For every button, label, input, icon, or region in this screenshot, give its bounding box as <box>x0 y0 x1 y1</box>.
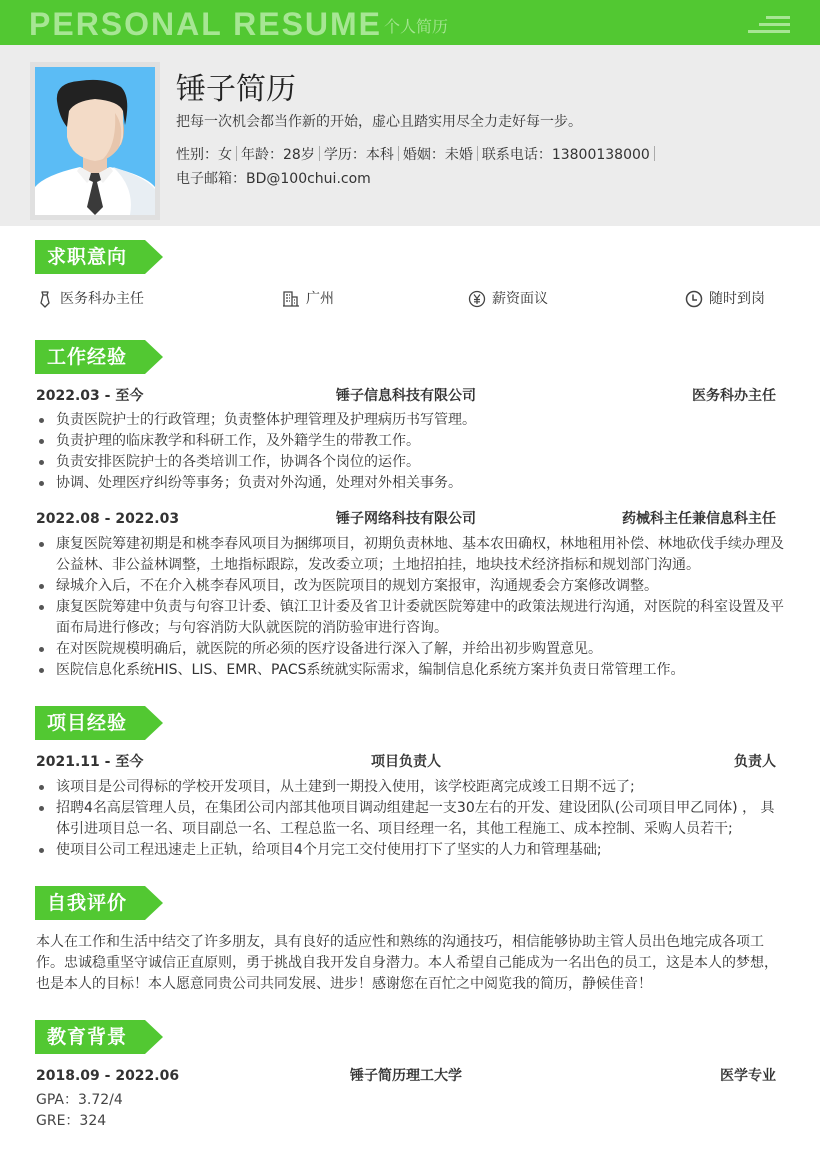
list-item: 使项目公司工程迅速走上正轨，给项目4个月完工交付使用打下了坚实的人力和管理基础; <box>36 840 788 861</box>
work-entry-header <box>36 509 776 529</box>
clock-icon <box>685 290 703 308</box>
entry-school: 锤子简历理工大学 <box>350 1068 462 1084</box>
section-tag-project <box>35 706 163 740</box>
education-entry-header <box>36 1066 776 1086</box>
section-title: 工作经验 <box>47 346 128 368</box>
divider <box>398 146 399 161</box>
list-item: 招聘4名高层管理人员，在集团公司内部其他项目调动组建起一支30左右的开发、建设团队(公司项目甲乙同体) ， 具体引进项目总一名、项目副总一名、工程总监一名、项目经理一名，其他工程施工、成本控制、采购人员若干; <box>36 798 788 840</box>
avatar <box>30 62 160 220</box>
education-gpa: GPA：3.72/4 <box>36 1092 123 1108</box>
section-title: 求职意向 <box>47 246 128 268</box>
list-item: 在对医院规模明确后，就医院的所必须的医疗设备进行深入了解，并给出初步购置意见。 <box>36 639 788 660</box>
entry-company: 锤子网络科技有限公司 <box>336 511 476 527</box>
yen-icon <box>468 290 486 308</box>
project-bullets <box>36 777 788 861</box>
info-age: 年龄：28岁 <box>241 147 315 163</box>
divider <box>654 146 655 161</box>
section-tag-self <box>35 886 163 920</box>
list-item: 医院信息化系统HIS、LIS、EMR、PACS系统就实际需求，编制信息化系统方案并负责日常管理工作。 <box>36 660 788 681</box>
info-gender: 性别：女 <box>176 147 232 163</box>
work-bullets <box>36 410 788 494</box>
intent-position <box>36 288 144 310</box>
menu-line <box>766 16 790 19</box>
section-tag-intent <box>35 240 163 274</box>
list-item: 该项目是公司得标的学校开发项目，从土建到一期投入使用，该学校距离完成竣工日期不远了; <box>36 777 788 798</box>
menu-line <box>748 30 790 33</box>
building-icon <box>282 290 300 308</box>
divider <box>319 146 320 161</box>
entry-role: 药械科主任兼信息科主任 <box>622 511 776 527</box>
entry-role: 医务科办主任 <box>692 388 776 404</box>
entry-date: 2022.08 - 2022.03 <box>36 511 180 527</box>
list-item: 负责医院护士的行政管理；负责整体护理管理及护理病历书写管理。 <box>36 410 788 431</box>
work-entry-header <box>36 386 776 406</box>
tie-icon <box>36 290 54 308</box>
profile-info <box>176 145 659 165</box>
section-tag-work <box>35 340 163 374</box>
list-item: 协调、处理医疗纠纷等事务；负责对外沟通，处理对外相关事务。 <box>36 473 788 494</box>
info-phone: 联系电话：13800138000 <box>481 147 650 163</box>
education-gre: GRE：324 <box>36 1113 107 1129</box>
entry-major: 医学专业 <box>720 1068 776 1084</box>
list-item: 康复医院筹建初期是和桃李春风项目为捆绑项目，初期负责林地、基本农田确权，林地租用补偿、林地砍伐手续办理及公益林、非公益林调整，土地指标跟踪，发改委立项；土地招拍挂，地块技术经济指标和规划部门沟通。 <box>36 534 788 576</box>
entry-date: 2021.11 - 至今 <box>36 754 144 770</box>
banner-title-cn: 个人简历 <box>384 17 449 36</box>
profile-motto: 把每一次机会都当作新的开始，虚心且踏实用尽全力走好每一步。 <box>176 114 582 130</box>
entry-company: 锤子信息科技有限公司 <box>336 388 476 404</box>
entry-role: 负责人 <box>734 754 776 770</box>
section-title: 项目经验 <box>47 712 128 734</box>
intent-city <box>282 288 334 310</box>
section-title: 自我评价 <box>47 892 128 914</box>
entry-date: 2018.09 - 2022.06 <box>36 1068 180 1084</box>
intent-label: 医务科办主任 <box>60 291 144 307</box>
list-item: 负责安排医院护士的各类培训工作，协调各个岗位的运作。 <box>36 452 788 473</box>
list-item: 绿城介入后，不在介入桃李春风项目，改为医院项目的规划方案报审，沟通规委会方案修改调整。 <box>36 576 788 597</box>
profile-email: 电子邮箱：BD@100chui.com <box>176 171 371 187</box>
intent-label: 薪资面议 <box>492 291 548 307</box>
section-tag-education <box>35 1020 163 1054</box>
intent-label: 广州 <box>306 291 334 307</box>
banner-title-en: PERSONAL RESUME <box>29 6 383 42</box>
intent-salary <box>468 288 548 310</box>
intent-availability <box>685 288 765 310</box>
list-item: 康复医院筹建中负责与句容卫计委、镇江卫计委及省卫计委就医院筹建中的政策法规进行沟通，对医院的科室设置及平面布局进行修改；与句容消防大队就医院的消防验审进行咨询。 <box>36 597 788 639</box>
avatar-photo-icon <box>35 67 155 215</box>
intent-label: 随时到岗 <box>709 291 765 307</box>
work-bullets <box>36 534 788 681</box>
list-item: 负责护理的临床教学和科研工作，及外籍学生的带教工作。 <box>36 431 788 452</box>
menu-line <box>759 23 790 26</box>
info-marital: 婚姻：未婚 <box>402 147 473 163</box>
entry-project-name: 项目负责人 <box>371 754 441 770</box>
entry-date: 2022.03 - 至今 <box>36 388 144 404</box>
hamburger-menu-icon[interactable] <box>746 14 790 34</box>
section-title: 教育背景 <box>47 1026 128 1048</box>
top-banner <box>0 0 820 45</box>
divider <box>236 146 237 161</box>
info-education: 学历：本科 <box>323 147 394 163</box>
self-evaluation-text: 本人在工作和生活中结交了许多朋友，具有良好的适应性和熟练的沟通技巧，相信能够协助主管人员出色地完成各项工作。忠诚稳重坚守诚信正直原则，勇于挑战自我开发自身潜力。本人希望自己能成为一名出色的员工，这是本人的梦想，也是本人的目标！本人愿意同贵公司共同发展、进步！感谢您在百忙之中阅览我的简历，静候佳音！ <box>36 934 778 992</box>
profile-header <box>0 45 820 226</box>
profile-name: 锤子简历 <box>176 72 296 107</box>
divider <box>477 146 478 161</box>
project-entry-header <box>36 752 776 772</box>
